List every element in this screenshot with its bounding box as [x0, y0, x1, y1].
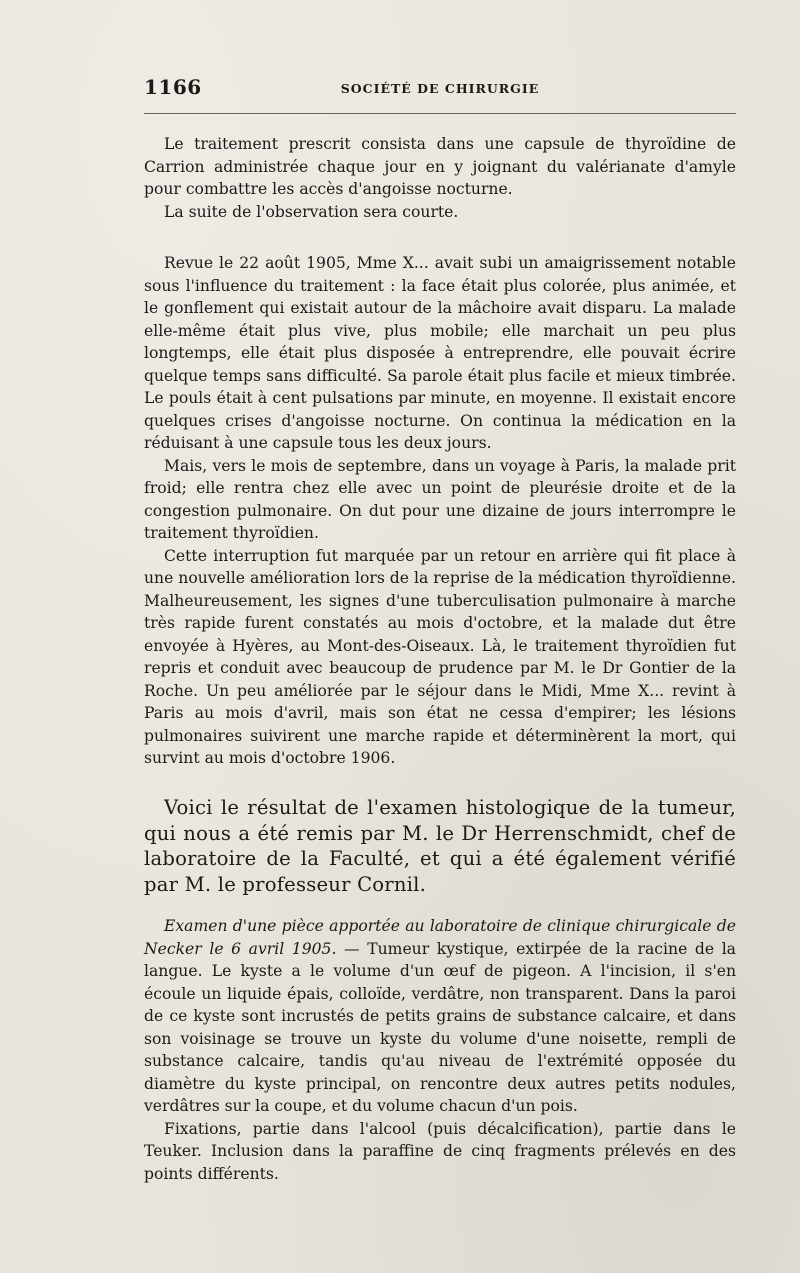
- paragraph: Cette interruption fut marquée par un retour en arrière qui fit place à une nouvelle amélioration lors de la reprise de la médication thyroïdienne. Malheureusement, les signes d'une tuberculisation pulmonaire à marche très rapide furent constatés au mois d'octobre, et la malade dut être envoyée à Hyères, au Mont-des-Oiseaux. Là, le traitement thyroïdien fut repris et conduit avec beaucoup de prudence par M. le Dr Gontier de la Roche. Un peu améliorée par le séjour dans le Midi, Mme X... revint à Paris au mois d'avril, mais son état ne cessa d'empirer; les lésions pulmonaires suivirent une marche rapide et déterminèrent la mort, qui survint au mois d'octobre 1906.: [144, 546, 736, 767]
- paragraph: [144, 915, 736, 1118]
- paragraph: Fixations, partie dans l'alcool (puis décalcification), partie dans le Teuker. Inclusion dans la paraffine de cinq fragments prélevés en des points différents.: [144, 1119, 736, 1183]
- page-header: [144, 75, 736, 101]
- follow-up-section: [144, 252, 736, 770]
- header-rule: [144, 113, 736, 114]
- examination-report: [144, 915, 736, 1185]
- treatment-section: [144, 133, 736, 223]
- page-number: 1166: [144, 75, 202, 99]
- paragraph: Voici le résultat de l'examen histologique de la tumeur, qui nous a été remis par M. le Dr Herrenschmidt, chef de laboratoire de la Faculté, et qui a été également vérifié par M. le professeur Cornil.: [144, 796, 736, 896]
- paragraph: Mais, vers le mois de septembre, dans un voyage à Paris, la malade prit froid; elle rentra chez elle avec un point de pleurésie droite et de la congestion pulmonaire. On dut pour une dizaine de jours interrompre le traitement thyroïdien.: [144, 456, 736, 542]
- running-title: SOCIÉTÉ DE CHIRURGIE: [340, 81, 540, 96]
- paragraph: Revue le 22 août 1905, Mme X... avait subi un amaigrissement notable sous l'influence du traitement : la face était plus colorée, plus animée, et le gonflement qui existait autour de la mâchoire avait disparu. La malade elle-même était plus vive, plus mobile; elle marchait un peu plus longtemps, elle était plus disposée à entreprendre, elle pouvait écrire quelque temps sans difficulté. Sa parole était plus facile et mieux timbrée. Le pouls était à cent pulsations par minute, en moyenne. Il existait encore quelques crises d'angoisse nocturne. On continua la médication en la réduisant à une capsule tous les deux jours.: [144, 254, 736, 452]
- report-text: — Tumeur kystique, extirpée de la racine de la langue. Le kyste a le volume d'un œuf de pigeon. A l'incision, il s'en écoule un liquide épais, colloïde, verdâtre, non transparent. Dans la paroi de ce kyste sont incrustés de petits grains de substance calcaire, et dans son voisinage se trouve un kyste du volume d'une noisette, rempli de substance calcaire, tandis qu'au niveau de l'extrémité opposée du diamètre du kyste principal, on rencontre deux autres petits nodules, verdâtres sur la coupe, et du volume chacun d'un pois.: [144, 939, 736, 1115]
- paragraph: Le traitement prescrit consista dans une capsule de thyroïdine de Carrion administrée chaque jour en y joignant du valérianate d'amyle pour combattre les accès d'angoisse nocturne.: [144, 135, 736, 198]
- histology-intro: [144, 795, 736, 897]
- paragraph: La suite de l'observation sera courte.: [164, 202, 459, 221]
- report-heading: Examen d'une pièce apportée au laboratoire de clinique chirurgicale de Necker le 6 avril 1905.: [144, 917, 736, 958]
